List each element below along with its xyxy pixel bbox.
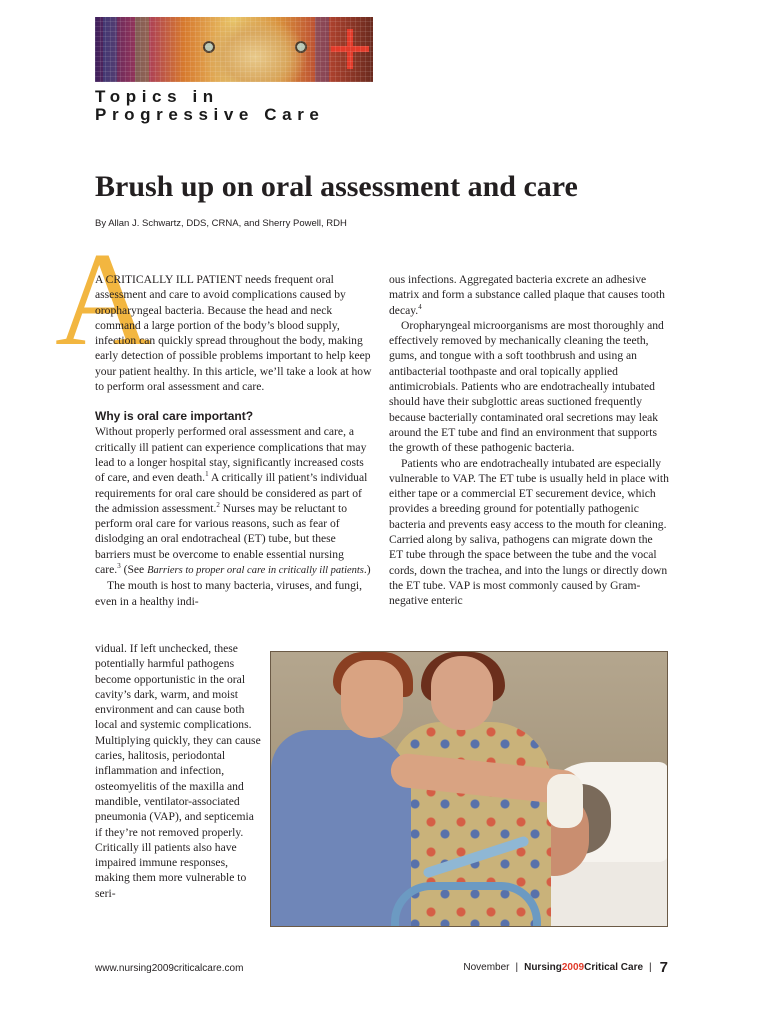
footer-folio bbox=[463, 960, 668, 976]
footnote-ref[interactable]: 4 bbox=[418, 302, 422, 311]
article-photo bbox=[270, 651, 668, 927]
series-title-line2: Progressive Care bbox=[95, 105, 325, 124]
footer-separator: | bbox=[649, 962, 652, 973]
page-number: 7 bbox=[659, 959, 668, 976]
body-paragraph: Oropharyngeal microorganisms are most thoroughly and effectively removed by mechanically cleaning the teeth, gums, and tongue with a soft toothbrush and using an antibacterial toothpaste and oral topically applied antimicrobials. Patients who are endotracheally intubated should have their subglottic areas suctioned frequently because bacterially contaminated oral secretions may leak around the ET tube and find an environment that supports the growth of these pathogenic bacteria. bbox=[389, 318, 664, 455]
column-left bbox=[95, 272, 372, 609]
body-paragraph: Without properly performed oral assessment and care, a critically ill patient can experience complications that may lead to a longer hospital stay, significantly increased costs of care, and even death.$^1$ A critically ill patient’s individual requirements for oral care should be considered as part of the admission assessment.$^2$ Nurses may be reluctant to perform oral care for various reasons, such as fear of dislodging an oral endotracheal (ET) tube, but these barriers must be overcome to enable essential nursing care.$^3$ (See Barriers to proper oral care in critically ill patients.) bbox=[95, 425, 371, 577]
nurse-performing-care bbox=[271, 730, 411, 927]
gloved-hand bbox=[547, 774, 583, 828]
article-title: Brush up on oral assessment and care bbox=[95, 170, 578, 203]
footer-month: November bbox=[463, 962, 510, 973]
section-heading: Why is oral care important? bbox=[95, 409, 254, 424]
footnote-ref[interactable]: 1 bbox=[205, 470, 209, 479]
footnote-ref[interactable]: 2 bbox=[216, 501, 220, 509]
intro-paragraph: A CRITICALLY ILL PATIENT needs frequent oral assessment and care to avoid complications caused by oropharyngeal bacteria. Because the head and neck command a large portion of the body’s blood supply, infection can quickly spread throughout the body, making early detection of possible problems important to help keep your patient healthy. In this article, we’ll take a look at how to perform oral assessment and care. bbox=[95, 273, 372, 394]
footer-url[interactable]: www.nursing2009criticalcare.com bbox=[95, 963, 244, 974]
drop-cap: A bbox=[55, 225, 152, 373]
series-title-line1: Topics in bbox=[95, 87, 219, 106]
footer-separator: | bbox=[515, 962, 519, 973]
byline: By Allan J. Schwartz, DDS, CRNA, and Sherry Powell, RDH bbox=[95, 218, 347, 229]
ventilator-hose bbox=[391, 882, 541, 927]
body-paragraph: vidual. If left unchecked, these potentially harmful pathogens become opportunistic in the oral cavity’s dark, warm, and moist environment and can cause both local and systemic complications. Multiplying quickly, they can cause caries, halitosis, periodontal inflammation and infection, osteomyelitis of the maxilla and mandible, ventilator-associated pneumonia (VAP), and septicemia if they’re not removed properly. Critically ill patients also have impaired immune responses, making them more vulnerable to seri- bbox=[95, 642, 261, 900]
body-paragraph: Patients who are endotracheally intubated are especially vulnerable to VAP. The ET tube is usually held in place with either tape or a commercial ET securement device, which provides a breeding ground for potentially pathogenic bacteria and prevents easy access to the mouth for cleaning. Carried along by saliva, pathogens can migrate down the ET tube through the space between the tube and the vocal cords, down the trachea, and into the lungs or directly down the ET tube. VAP is most commonly caused by Gram-negative enteric bbox=[389, 456, 669, 608]
sidebar-reference-link[interactable]: Barriers to proper oral care in critically ill patients bbox=[147, 565, 364, 577]
body-paragraph: The mouth is host to many bacteria, viruses, and fungi, even in a healthy indi- bbox=[95, 579, 363, 608]
series-title bbox=[95, 88, 415, 124]
footnote-ref[interactable]: 3 bbox=[117, 562, 121, 571]
column-left-continued bbox=[95, 641, 262, 901]
magazine-name: Nursing2009Critical Care bbox=[524, 962, 644, 973]
body-paragraph: ous infections. Aggregated bacteria excrete an adhesive matrix and form a substance called plaque that causes tooth decay.$^4$ bbox=[389, 273, 665, 317]
masthead-illustration bbox=[95, 17, 373, 82]
column-right bbox=[389, 272, 669, 609]
